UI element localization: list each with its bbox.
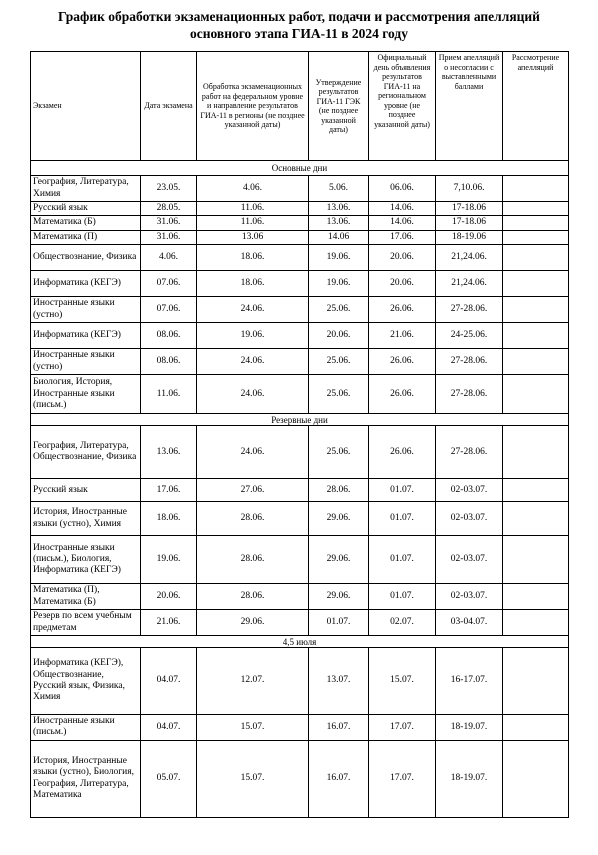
announcement-cell: 15.07. [369, 648, 436, 715]
date-cell: 28.05. [141, 202, 197, 216]
table-row [31, 536, 569, 584]
processing-cell: 27.06. [197, 479, 309, 502]
july-days-body [31, 648, 569, 818]
announcement-cell: 26.06. [369, 375, 436, 414]
appeal-review-cell [503, 271, 569, 297]
appeal-receipt-cell: 18-19.07. [436, 740, 503, 817]
processing-cell: 24.06. [197, 426, 309, 479]
appeal-review-cell [503, 176, 569, 202]
appeal-receipt-cell: 16-17.07. [436, 648, 503, 715]
schedule-table [30, 51, 569, 818]
appeal-receipt-cell: 21,24.06. [436, 245, 503, 271]
appeal-review-cell [503, 349, 569, 375]
table-row [31, 502, 569, 536]
processing-cell: 12.07. [197, 648, 309, 715]
announcement-cell: 06.06. [369, 176, 436, 202]
approval-cell: 20.06. [309, 323, 369, 349]
exam-cell: Иностранные языки (устно) [31, 297, 141, 323]
approval-cell: 13.07. [309, 648, 369, 715]
appeal-receipt-cell: 03-04.07. [436, 610, 503, 636]
approval-cell: 19.06. [309, 245, 369, 271]
approval-cell: 01.07. [309, 610, 369, 636]
announcement-cell: 14.06. [369, 202, 436, 216]
table-row [31, 349, 569, 375]
approval-cell: 29.06. [309, 536, 369, 584]
approval-cell: 13.06. [309, 202, 369, 216]
appeal-review-cell [503, 610, 569, 636]
appeal-review-cell [503, 426, 569, 479]
processing-cell: 18.06. [197, 271, 309, 297]
appeal-receipt-cell: 17-18.06 [436, 202, 503, 216]
table-row [31, 610, 569, 636]
appeal-review-cell [503, 536, 569, 584]
approval-cell: 25.06. [309, 349, 369, 375]
exam-cell: Иностранные языки (письм.), Биология, Информатика (КЕГЭ) [31, 536, 141, 584]
header-row [31, 52, 569, 161]
approval-cell: 16.07. [309, 715, 369, 741]
exam-cell: Информатика (КЕГЭ), Обществознание, Русский язык, Физика, Химия [31, 648, 141, 715]
table-row [31, 202, 569, 216]
exam-cell: Информатика (КЕГЭ) [31, 271, 141, 297]
approval-cell: 13.06. [309, 216, 369, 230]
table-row [31, 740, 569, 817]
header-appeal-review: Рассмотрение апелляций [503, 52, 569, 161]
exam-cell: Русский язык [31, 479, 141, 502]
date-cell: 08.06. [141, 349, 197, 375]
date-cell: 04.07. [141, 648, 197, 715]
date-cell: 23.05. [141, 176, 197, 202]
exam-cell: История, Иностранные языки (устно), Химия [31, 502, 141, 536]
table-row [31, 584, 569, 610]
appeal-receipt-cell: 02-03.07. [436, 479, 503, 502]
date-cell: 07.06. [141, 297, 197, 323]
processing-cell: 15.07. [197, 715, 309, 741]
title-line-2: основного этапа ГИА-11 в 2024 году [189, 26, 409, 41]
table-row [31, 176, 569, 202]
exam-cell: География, Литература, Химия [31, 176, 141, 202]
table-row [31, 271, 569, 297]
date-cell: 05.07. [141, 740, 197, 817]
page-title [0, 8, 598, 42]
processing-cell: 11.06. [197, 216, 309, 230]
processing-cell: 24.06. [197, 297, 309, 323]
exam-cell: Иностранные языки (устно) [31, 349, 141, 375]
appeal-review-cell [503, 584, 569, 610]
processing-cell: 24.06. [197, 349, 309, 375]
table-row [31, 230, 569, 244]
exam-cell: Обществознание, Физика [31, 245, 141, 271]
appeal-receipt-cell: 02-03.07. [436, 584, 503, 610]
appeal-receipt-cell: 02-03.07. [436, 502, 503, 536]
main-days-body [31, 176, 569, 414]
exam-cell: География, Литература, Обществознание, Физика [31, 426, 141, 479]
appeal-receipt-cell: 02-03.07. [436, 536, 503, 584]
date-cell: 19.06. [141, 536, 197, 584]
approval-cell: 25.06. [309, 426, 369, 479]
exam-cell: История, Иностранные языки (устно), Биология, География, Литература, Математика [31, 740, 141, 817]
table-row [31, 426, 569, 479]
processing-cell: 29.06. [197, 610, 309, 636]
date-cell: 11.06. [141, 375, 197, 414]
table-row [31, 245, 569, 271]
announcement-cell: 20.06. [369, 271, 436, 297]
appeal-review-cell [503, 245, 569, 271]
appeal-receipt-cell: 18-19.06 [436, 230, 503, 244]
appeal-review-cell [503, 202, 569, 216]
date-cell: 31.06. [141, 230, 197, 244]
date-cell: 20.06. [141, 584, 197, 610]
date-cell: 4.06. [141, 245, 197, 271]
table-row [31, 479, 569, 502]
header-announcement: Официальный день объявления результатов ГИА-11 на региональном уровне (не позднее указанной даты) [369, 52, 436, 161]
approval-cell: 5.06. [309, 176, 369, 202]
appeal-review-cell [503, 297, 569, 323]
section-reserve-days: Резервные дни [31, 414, 569, 426]
reserve-days-body [31, 426, 569, 636]
approval-cell: 19.06. [309, 271, 369, 297]
processing-cell: 15.07. [197, 740, 309, 817]
exam-cell: Математика (П) [31, 230, 141, 244]
announcement-cell: 21.06. [369, 323, 436, 349]
date-cell: 18.06. [141, 502, 197, 536]
announcement-cell: 17.06. [369, 230, 436, 244]
approval-cell: 16.07. [309, 740, 369, 817]
section-july-days: 4,5 июля [31, 636, 569, 648]
appeal-review-cell [503, 375, 569, 414]
section-main-days: Основные дни [31, 161, 569, 176]
table-row [31, 648, 569, 715]
appeal-receipt-cell: 27-28.06. [436, 426, 503, 479]
approval-cell: 25.06. [309, 375, 369, 414]
announcement-cell: 14.06. [369, 216, 436, 230]
processing-cell: 28.06. [197, 536, 309, 584]
appeal-review-cell [503, 648, 569, 715]
date-cell: 21.06. [141, 610, 197, 636]
announcement-cell: 26.06. [369, 426, 436, 479]
appeal-review-cell [503, 216, 569, 230]
announcement-cell: 02.07. [369, 610, 436, 636]
announcement-cell: 26.06. [369, 349, 436, 375]
appeal-receipt-cell: 27-28.06. [436, 297, 503, 323]
processing-cell: 18.06. [197, 245, 309, 271]
appeal-review-cell [503, 230, 569, 244]
approval-cell: 14.06 [309, 230, 369, 244]
announcement-cell: 01.07. [369, 502, 436, 536]
appeal-receipt-cell: 17-18.06 [436, 216, 503, 230]
table-row [31, 216, 569, 230]
announcement-cell: 17.07. [369, 740, 436, 817]
exam-cell: Русский язык [31, 202, 141, 216]
announcement-cell: 01.07. [369, 479, 436, 502]
header-exam: Экзамен [31, 52, 141, 161]
appeal-receipt-cell: 18-19.07. [436, 715, 503, 741]
table-row [31, 715, 569, 741]
title-line-1: График обработки экзаменационных работ, подачи и рассмотрения апелляций [58, 9, 540, 24]
date-cell: 17.06. [141, 479, 197, 502]
appeal-review-cell [503, 740, 569, 817]
exam-cell: Математика (П), Математика (Б) [31, 584, 141, 610]
approval-cell: 25.06. [309, 297, 369, 323]
appeal-review-cell [503, 323, 569, 349]
approval-cell: 29.06. [309, 584, 369, 610]
date-cell: 31.06. [141, 216, 197, 230]
appeal-review-cell [503, 715, 569, 741]
announcement-cell: 01.07. [369, 584, 436, 610]
processing-cell: 28.06. [197, 584, 309, 610]
approval-cell: 29.06. [309, 502, 369, 536]
date-cell: 07.06. [141, 271, 197, 297]
appeal-receipt-cell: 24-25.06. [436, 323, 503, 349]
processing-cell: 28.06. [197, 502, 309, 536]
exam-cell: Математика (Б) [31, 216, 141, 230]
announcement-cell: 26.06. [369, 297, 436, 323]
exam-cell: Биология, История, Иностранные языки (письм.) [31, 375, 141, 414]
exam-cell: Резерв по всем учебным предметам [31, 610, 141, 636]
header-processing: Обработка экзаменационных работ на федеральном уровне и направление результатов ГИА-11 в регионы (не позднее указанной даты) [197, 52, 309, 161]
processing-cell: 19.06. [197, 323, 309, 349]
processing-cell: 11.06. [197, 202, 309, 216]
exam-cell: Информатика (КЕГЭ) [31, 323, 141, 349]
appeal-receipt-cell: 27-28.06. [436, 349, 503, 375]
date-cell: 08.06. [141, 323, 197, 349]
appeal-review-cell [503, 502, 569, 536]
appeal-receipt-cell: 21,24.06. [436, 271, 503, 297]
table-row [31, 297, 569, 323]
appeal-receipt-cell: 27-28.06. [436, 375, 503, 414]
header-date: Дата экзамена [141, 52, 197, 161]
appeal-receipt-cell: 7,10.06. [436, 176, 503, 202]
date-cell: 13.06. [141, 426, 197, 479]
table-row [31, 323, 569, 349]
appeal-review-cell [503, 479, 569, 502]
processing-cell: 4.06. [197, 176, 309, 202]
processing-cell: 24.06. [197, 375, 309, 414]
table-row [31, 375, 569, 414]
announcement-cell: 20.06. [369, 245, 436, 271]
date-cell: 04.07. [141, 715, 197, 741]
approval-cell: 28.06. [309, 479, 369, 502]
header-appeal-receipt: Прием апелляций о несогласии с выставленными баллами [436, 52, 503, 161]
exam-cell: Иностранные языки (письм.) [31, 715, 141, 741]
announcement-cell: 17.07. [369, 715, 436, 741]
header-approval: Утверждение результатов ГИА-11 ГЭК (не позднее указанной даты) [309, 52, 369, 161]
announcement-cell: 01.07. [369, 536, 436, 584]
processing-cell: 13.06 [197, 230, 309, 244]
